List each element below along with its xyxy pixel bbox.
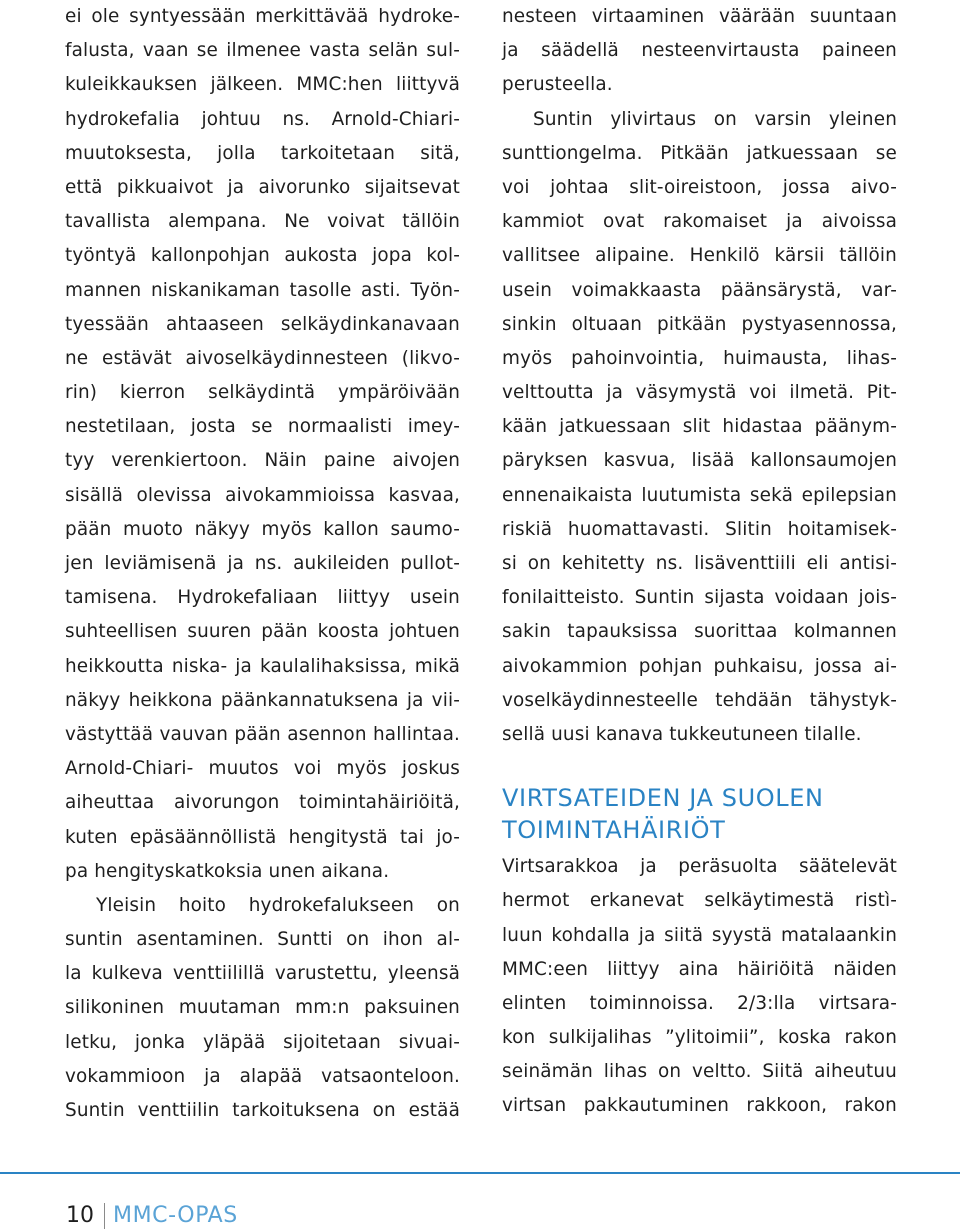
text-line: rin) kierron selkäydintä ympäröivään	[65, 382, 460, 404]
text-line: kuleikkauksen jälkeen. MMC:hen liittyvä	[65, 74, 460, 96]
page-number: 10	[66, 1203, 94, 1228]
text-line: silikoninen muutaman mm:n paksuinen	[65, 997, 460, 1019]
text-line: pään muoto näkyy myös kallon saumo-	[65, 518, 460, 540]
text-line: Suntin venttiilin tarkoituksena on estää	[65, 1100, 460, 1121]
text-line: letku, jonka yläpää sijoitetaan sivuai-	[65, 1031, 460, 1053]
text-line: tyy verenkiertoon. Näin paine aivojen	[65, 450, 460, 472]
text-line: ja säädellä nesteenvirtausta paineen	[502, 40, 897, 62]
text-line: voselkäydinnesteelle tehdään tähystyk-	[502, 689, 897, 711]
text-line: sunttiongelma. Pitkään jatkuessaan se	[502, 142, 897, 164]
text-line: seinämän lihas on veltto. Siitä aiheutuu	[502, 1061, 897, 1083]
heading-line: TOIMINTAHÄIRIÖT	[502, 816, 726, 845]
text-line: voi johtaa slit-oireistoon, jossa aivo-	[502, 176, 897, 198]
text-line: vokammioon ja alapää vatsaonteloon.	[65, 1065, 460, 1087]
text-line: aiheuttaa aivorungon toimintahäiriöitä,	[65, 792, 460, 814]
text-line: sakin tapauksissa suorittaa kolmannen	[502, 621, 897, 643]
text-line: heikkoutta niska- ja kaulalihaksissa, mikä	[65, 655, 460, 677]
text-line: hermot erkanevat selkäytimestä ristì-	[502, 890, 897, 912]
right-column	[502, 0, 897, 1124]
text-line: luun kohdalla ja siitä syystä matalaankin	[502, 924, 897, 946]
text-line: riskiä huomattavasti. Slitin hoitamisek-	[502, 518, 897, 540]
left-paragraph-1	[65, 0, 460, 889]
text-line: hydrokefalia johtuu ns. Arnold-Chiari-	[65, 108, 460, 130]
text-line: sellä uusi kanava tukkeutuneen tilalle.	[502, 723, 862, 745]
left-paragraph-2	[65, 889, 460, 1128]
footer-divider	[104, 1203, 105, 1229]
text-line: ei ole syntyessään merkittävää hydroke-	[65, 6, 460, 27]
section-heading	[502, 782, 897, 846]
page-footer	[66, 1200, 238, 1232]
left-column	[65, 0, 460, 1128]
text-line: MMC:een liittyy aina häiriöitä näiden	[502, 958, 897, 980]
text-line: Arnold-Chiari- muutos voi myös joskus	[65, 758, 460, 780]
text-line: elinten toiminnoissa. 2/3:lla virtsara-	[502, 992, 897, 1014]
text-line: si on kehitetty ns. lisäventtiili eli antisi-	[502, 553, 897, 574]
text-line: kään jatkuessaan slit hidastaa päänym-	[502, 416, 897, 438]
text-line: nesteen virtaaminen väärään suuntaan	[502, 6, 897, 27]
text-line: ne estävät aivoselkäydinnesteen (likvo-	[65, 347, 460, 369]
text-line: kon sulkijalihas ”ylitoimii”, koska rakon	[502, 1027, 897, 1049]
text-line: jen leviämisenä ja ns. aukileiden pullot-	[65, 553, 460, 574]
text-line: perusteella.	[502, 74, 613, 96]
text-line: nestetilaan, josta se normaalisti imey-	[65, 416, 460, 438]
text-line: suhteellisen suuren pään koosta johtuen	[65, 621, 460, 643]
text-line: usein voimakkaasta päänsärystä, var-	[502, 279, 897, 301]
text-line: kuten epäsäännöllistä hengitystä tai jo-	[65, 826, 460, 848]
text-line: että pikkuaivot ja aivorunko sijaitsevat	[65, 176, 460, 198]
footer-rule	[0, 1172, 960, 1174]
text-line: työntyä kallonpohjan aukosta jopa kol-	[65, 245, 460, 267]
text-line: myös pahoinvointia, huimausta, lihas-	[502, 347, 897, 369]
text-line: falusta, vaan se ilmenee vasta selän sul-	[65, 40, 460, 62]
text-line: fonilaitteisto. Suntin sijasta voidaan jois-	[502, 587, 897, 609]
text-line: aivokammion pohjan puhkaisu, jossa ai-	[502, 655, 897, 677]
text-line: mannen niskanikaman tasolle asti. Työn-	[65, 279, 460, 301]
text-line: sisällä olevissa aivokammioissa kasvaa,	[65, 484, 460, 506]
right-paragraph-3	[502, 850, 897, 1124]
right-paragraph-2	[502, 103, 897, 753]
text-line: muutoksesta, jolla tarkoitetaan sitä,	[65, 142, 460, 164]
publication-title: MMC-OPAS	[113, 1203, 238, 1228]
text-line: velttoutta ja väsymystä voi ilmetä. Pit-	[502, 382, 897, 404]
text-line: vallitsee alipaine. Henkilö kärsii tällöin	[502, 245, 897, 267]
text-line: tamisena. Hydrokefaliaan liittyy usein	[65, 587, 460, 609]
text-line: Virtsarakkoa ja peräsuolta säätelevät	[502, 856, 897, 878]
text-line: ennenaikaista luutumista sekä epilepsian	[502, 484, 897, 506]
text-line: näkyy heikkona päänkannatuksena ja vii-	[65, 689, 460, 711]
heading-line: VIRTSATEIDEN JA SUOLEN	[502, 784, 824, 813]
text-line: virtsan pakkautuminen rakkoon, rakon	[502, 1095, 897, 1117]
text-line: la kulkeva venttiilillä varustettu, yleensä	[65, 963, 460, 985]
text-line: päryksen kasvua, lisää kallonsaumojen	[502, 450, 897, 472]
text-line: kammiot ovat rakomaiset ja aivoissa	[502, 211, 897, 233]
right-paragraph-1	[502, 0, 897, 103]
text-line: pa hengityskatkoksia unen aikana.	[65, 860, 390, 882]
text-line: suntin asentaminen. Suntti on ihon al-	[65, 929, 460, 951]
text-line: Yleisin hoito hydrokefalukseen on	[96, 894, 460, 916]
text-line: Suntin ylivirtaus on varsin yleinen	[533, 108, 897, 130]
text-line: tavallista alempana. Ne voivat tällöin	[65, 211, 460, 233]
text-line: tyessään ahtaaseen selkäydinkanavaan	[65, 313, 460, 335]
text-line: sinkin oltuaan pitkään pystyasennossa,	[502, 313, 897, 335]
text-line: västyttää vauvan pään asennon hallintaa.	[65, 723, 460, 745]
